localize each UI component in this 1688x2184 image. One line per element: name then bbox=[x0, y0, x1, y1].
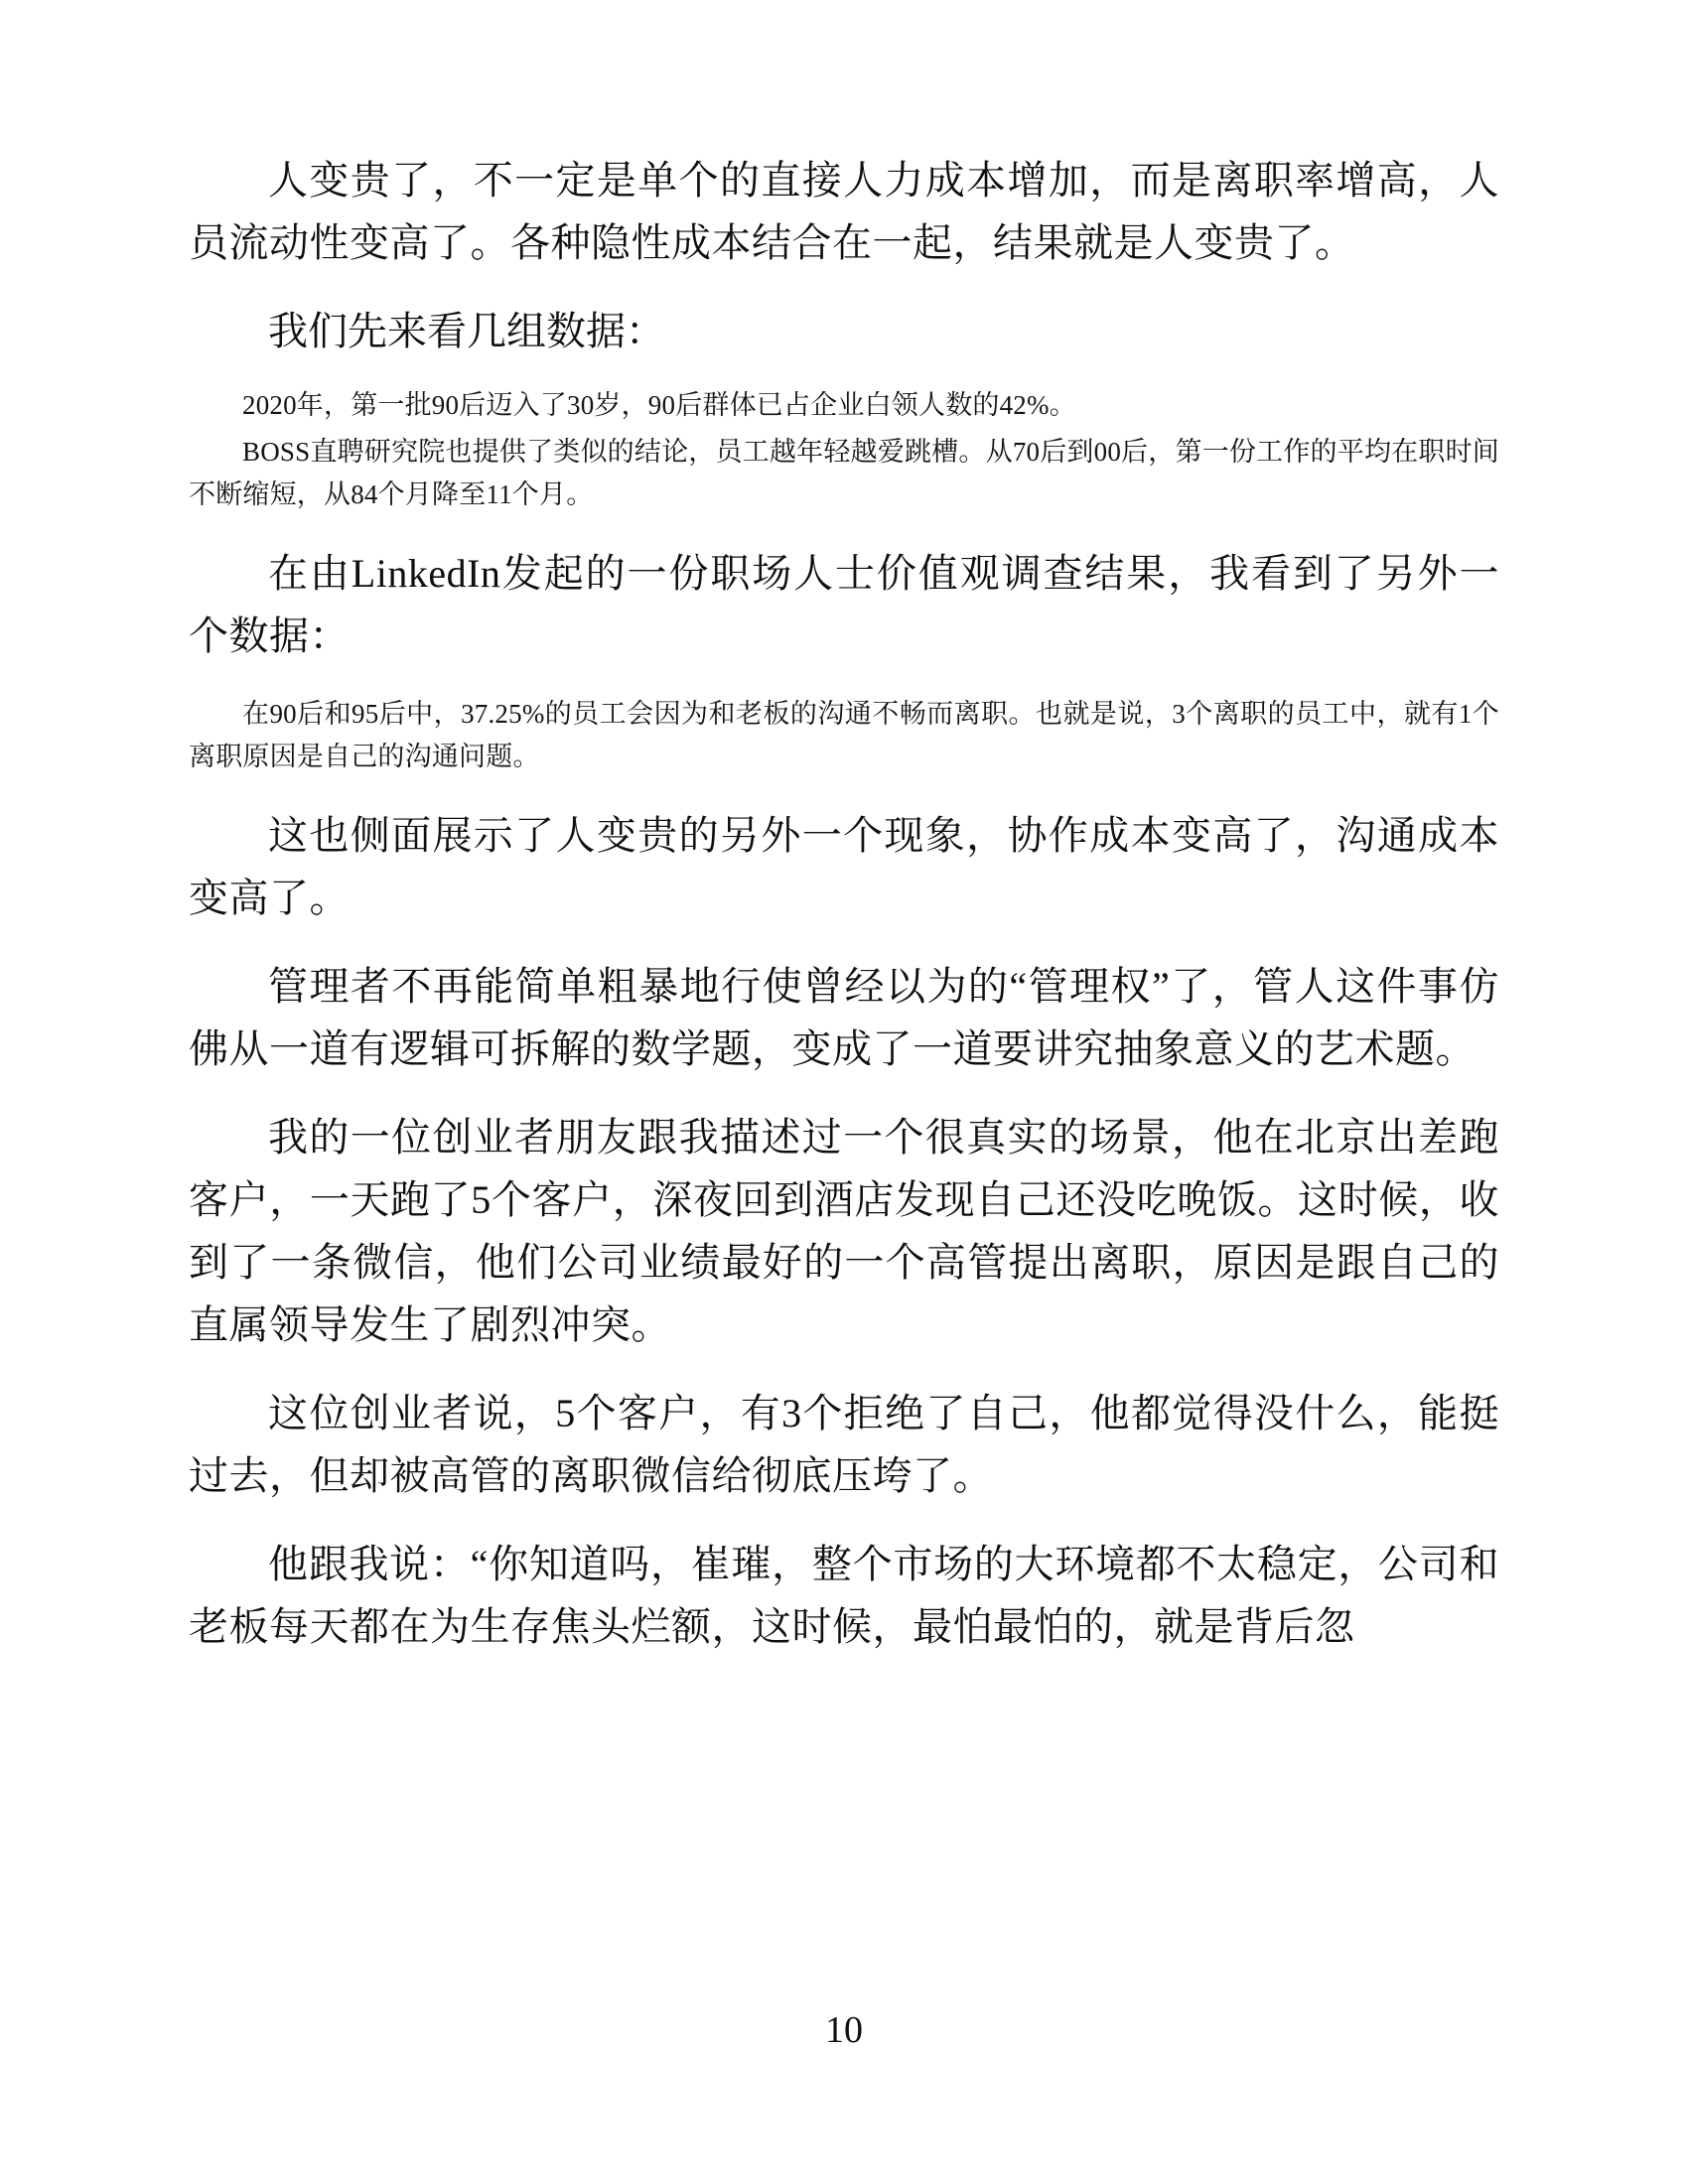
quote-boss-zhipin-research: BOSS直聘研究院也提供了类似的结论，员工越年轻越爱跳槽。从70后到00后，第一份工作的平均在职时间不断缩短，从84个月降至11个月。 bbox=[189, 437, 1499, 509]
paragraph-management-right: 管理者不再能简单粗暴地行使曾经以为的“管理权”了，管人这件事仿佛从一道有逻辑可拆解的数学题，变成了一道要讲究抽象意义的艺术题。 bbox=[189, 964, 1499, 1071]
page-body-text-column bbox=[189, 149, 1499, 1684]
paragraph-he-told-me-quote: 他跟我说：“你知道吗，崔璀，整个市场的大环境都不太稳定，公司和老板每天都在为生存焦头烂额，这时候，最怕最怕的，就是背后忽 bbox=[189, 1542, 1499, 1649]
quote-2020-post90-white-collar: 2020年，第一批90后迈入了30岁，90后群体已占企业白领人数的42%。 bbox=[242, 390, 1076, 420]
paragraph-linkedin-survey: 在由LinkedIn发起的一份职场人士价值观调查结果，我看到了另外一个数据： bbox=[189, 551, 1499, 658]
paragraph-collaboration-cost: 这也侧面展示了人变贵的另外一个现象，协作成本变高了，沟通成本变高了。 bbox=[189, 813, 1499, 920]
page-number: 10 bbox=[825, 2009, 863, 2051]
paragraph-people-more-expensive: 人变贵了，不一定是单个的直接人力成本增加，而是离职率增高，人员流动性变高了。各种隐性成本结合在一起，结果就是人变贵了。 bbox=[189, 158, 1499, 265]
quote-communication-resign-rate: 在90后和95后中，37.25%的员工会因为和老板的沟通不畅而离职。也就是说，3个离职的员工中，就有1个离职原因是自己的沟通问题。 bbox=[189, 699, 1499, 771]
paragraph-entrepreneur-said: 这位创业者说，5个客户，有3个拒绝了自己，他都觉得没什么，能挺过去，但却被高管的离职微信给彻底压垮了。 bbox=[189, 1391, 1499, 1498]
paragraph-entrepreneur-friend-scene: 我的一位创业者朋友跟我描述过一个很真实的场景，他在北京出差跑客户，一天跑了5个客户，深夜回到酒店发现自己还没吃晚饭。这时候，收到了一条微信，他们公司业绩最好的一个高管提出离职，原因是跟自己的直属领导发生了剧烈冲突。 bbox=[189, 1115, 1499, 1347]
lead-look-at-data: 我们先来看几组数据： bbox=[268, 309, 665, 353]
